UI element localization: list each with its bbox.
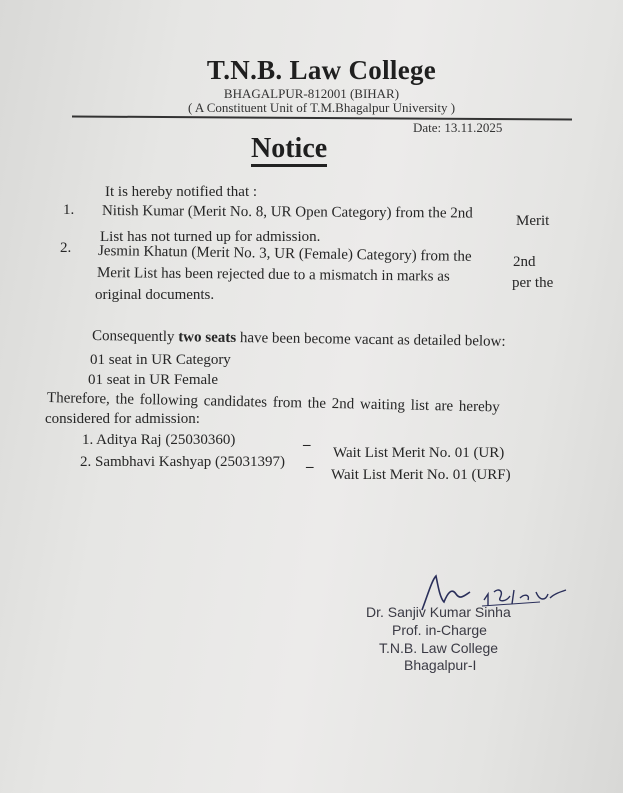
intro-text: It is hereby notified that : bbox=[105, 184, 258, 200]
seat-ur-female: 01 seat in UR Female bbox=[88, 372, 218, 388]
therefore-line-1: Therefore, the following candidates from the 2nd waiting list are hereby bbox=[46, 390, 500, 416]
item-2-line-2-tail: per the bbox=[512, 275, 554, 291]
candidate-2-dash: – bbox=[306, 459, 314, 475]
item-number: 2. bbox=[60, 240, 72, 256]
item-1-line-2: List has not turned up for admission. bbox=[100, 229, 321, 245]
item-2-line-3: original documents. bbox=[95, 287, 215, 303]
item-2-line-1: Jesmin Khatun (Merit No. 3, UR (Female) Category) from the bbox=[97, 243, 472, 265]
signatory-name: Dr. Sanjiv Kumar Sinha bbox=[366, 604, 511, 620]
consequently-pre: Consequently bbox=[91, 328, 179, 346]
signatory-designation: Prof. in-Charge bbox=[392, 622, 487, 638]
college-affiliation: ( A Constituent Unit of T.M.Bhagalpur University ) bbox=[187, 100, 456, 115]
candidate-1-dash: – bbox=[303, 437, 311, 453]
consequently-bold: two seats bbox=[178, 329, 237, 347]
college-name: T.N.B. Law College bbox=[206, 55, 437, 85]
college-address: BHAGALPUR-812001 (BIHAR) bbox=[223, 86, 400, 101]
consequently-post: have been become vacant as detailed below: bbox=[236, 330, 506, 350]
therefore-line-2: considered for admission: bbox=[45, 411, 200, 427]
signatory-college: T.N.B. Law College bbox=[379, 640, 499, 656]
item-2-line-1-tail: 2nd bbox=[513, 254, 536, 270]
signatory-place: Bhagalpur-I bbox=[404, 657, 477, 673]
notice-heading: Notice bbox=[251, 134, 327, 167]
consequently-text bbox=[92, 328, 506, 351]
candidate-1-detail: Wait List Merit No. 01 (UR) bbox=[333, 445, 505, 461]
item-1-line-1: Nitish Kumar (Merit No. 8, UR Open Category) from the 2nd bbox=[101, 203, 473, 222]
item-1-line-1-tail: Merit bbox=[516, 213, 550, 229]
notice-date: Date: 13.11.2025 bbox=[413, 120, 503, 135]
item-2-line-2: Merit List has been rejected due to a mismatch in marks as bbox=[96, 265, 450, 285]
item-number: 1. bbox=[63, 202, 75, 218]
candidate-2-name: 2. Sambhavi Kashyap (25031397) bbox=[80, 454, 285, 470]
candidate-2-detail: Wait List Merit No. 01 (URF) bbox=[331, 467, 511, 483]
seat-ur-category: 01 seat in UR Category bbox=[90, 352, 231, 368]
candidate-1-name: 1. Aditya Raj (25030360) bbox=[82, 432, 236, 448]
